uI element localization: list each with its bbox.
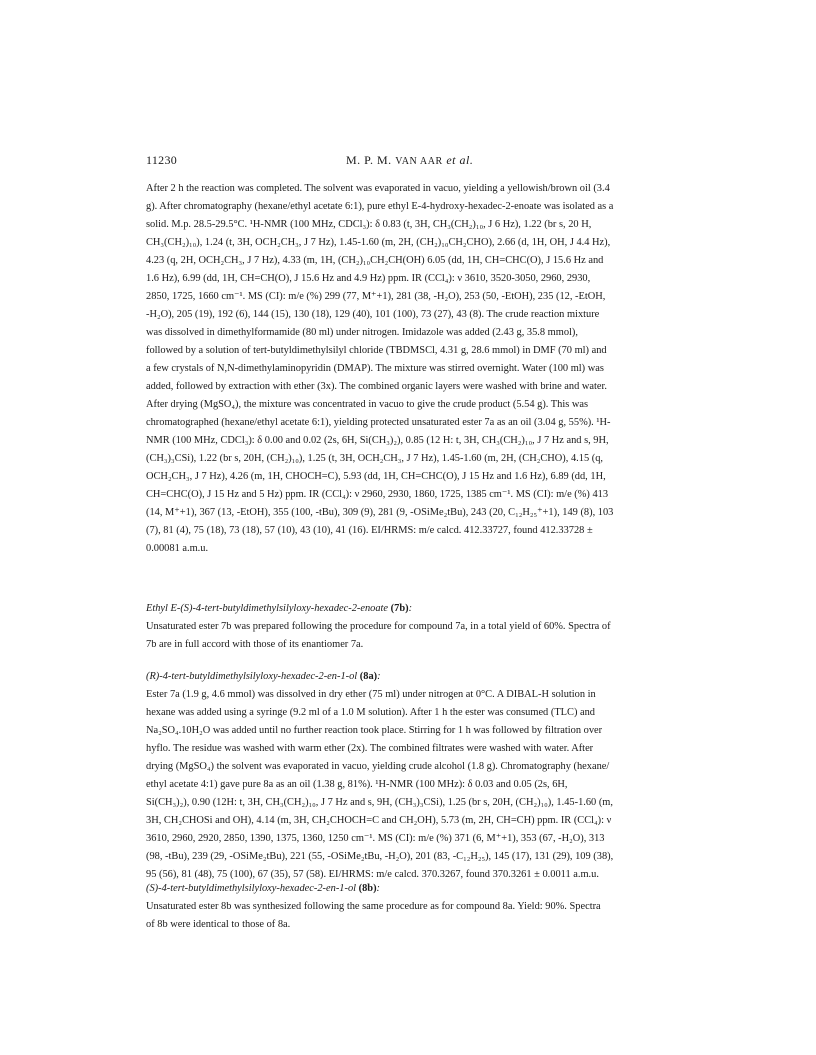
author-suffix: et al. [446, 153, 474, 167]
text-line: Ester 7a (1.9 g, 4.6 mmol) was dissolved in dry ether (75 ml) under nitrogen at 0°C. A DIBAL-H solution in [146, 689, 596, 700]
text-line: a few crystals of N,N-dimethylaminopyridin (DMAP). The mixture was stirred overnight. Water (100 ml) was [146, 363, 604, 374]
text-line: 0.00081 a.m.u. [146, 543, 209, 554]
text-line: CH=CHC(O), J 15 Hz and 5 Hz) ppm. IR (CCl₄): ν 2960, 2930, 1860, 1725, 1385 cm⁻¹. MS (CI): m/e (%) 413 [146, 489, 609, 500]
compound-label: (7b) [390, 603, 409, 614]
text-line: drying (MgSO₄) the solvent was evaporated in vacuo, yielding crude alcohol (1.8 g). Chromatography (hexane/ [146, 761, 610, 772]
heading-colon: : [376, 883, 381, 894]
compound-name: (R)-4-tert-butyldimethylsilyloxy-hexadec-2-en-1-ol [146, 671, 358, 682]
compound-heading [146, 668, 676, 686]
author-prefix: M. P. M. [346, 153, 392, 167]
compound-heading [146, 600, 676, 618]
text-line: After 2 h the reaction was completed. The solvent was evaporated in vacuo, yielding a yellowish/brown oil (3.4 [146, 183, 610, 194]
running-head-authors [346, 153, 473, 168]
text-line: 95 (56), 81 (48), 75 (100), 67 (35), 57 (58). EI/HRMS: m/e calcd. 370.3267, found 370.3261 ± 0.0011 a.m.u. [146, 869, 599, 880]
compound-label: (8a) [359, 671, 378, 682]
text-line: CH₃(CH₂)₁₀), 1.24 (t, 3H, OCH₂CH₃, J 7 Hz), 1.45-1.60 (m, 2H, (CH₂)₁₀CH₂CHO), 2.66 (d, 1H, OH, J 4.4 Hz), [146, 237, 611, 248]
text-line: 3610, 2960, 2920, 2850, 1390, 1375, 1360, 1250 cm⁻¹. MS (CI): m/e (%) 371 (6, M⁺+1), 353 (67, -H₂O), 313 [146, 833, 605, 844]
paragraph-block [146, 668, 676, 884]
text-line: After drying (MgSO₄), the mixture was concentrated in vacuo to give the crude product (5.54 g). This was [146, 399, 589, 410]
text-line: solid. M.p. 28.5-29.5°C. ¹H-NMR (100 MHz, CDCl₃): δ 0.83 (t, 3H, CH₃(CH₂)₁₀, J 6 Hz), 1.22 (br s, 20 H, [146, 219, 592, 230]
text-line: ethyl acetate 4:1) gave pure 8a as an oil (1.38 g, 81%). ¹H-NMR (100 MHz): δ 0.03 and 0.05 (2s, 6H, [146, 779, 568, 790]
compound-name: (S)-4-tert-butyldimethylsilyloxy-hexadec-2-en-1-ol [146, 883, 357, 894]
text-line: 1.6 Hz), 6.99 (dd, 1H, CH=CH(O), J 15.6 Hz and 4.9 Hz) ppm. IR (CCl₄): ν 3610, 3520-3050, 2960, 2930, [146, 273, 591, 284]
text-line: hyflo. The residue was washed with warm ether (2x). The combined filtrates were washed with water. After [146, 743, 594, 754]
text-line: 7b are in full accord with those of its enantiomer 7a. [146, 639, 364, 650]
compound-label: (8b) [358, 883, 377, 894]
text-line: (14, M⁺+1), 367 (13, -EtOH), 355 (100, -tBu), 309 (9), 281 (9, -OSiMe₂tBu), 243 (20, C₁₂H₂₅⁺+1), 149 (8), 103 [146, 507, 614, 518]
heading-colon: : [377, 671, 381, 682]
text-line: 3H, CH₂CHOSi and OH), 4.14 (m, 3H, CH₂CHOCH=C and CH₂OH), 5.73 (m, 2H, CH=CH) ppm. IR (CCl₄): ν [146, 815, 612, 826]
text-line: -H₂O), 205 (19), 192 (6), 144 (15), 130 (18), 129 (40), 101 (100), 73 (27), 43 (8). The crude reaction mixture [146, 309, 600, 320]
text-line: Si(CH₃)₂), 0.90 (12H: t, 3H, CH₃(CH₂)₁₀, J 7 Hz and s, 9H, (CH₃)₃CSi), 1.25 (br s, 20H, (CH₂)₁₀), 1.45-1.60 (m, [146, 797, 613, 808]
heading-colon: : [408, 603, 413, 614]
text-line: hexane was added using a syringe (9.2 ml of a 1.0 M solution). After 1 h the ester was consumed (TLC) and [146, 707, 595, 718]
page-number: 11230 [146, 153, 178, 167]
paragraph-block [146, 180, 676, 558]
text-line: followed by a solution of tert-butyldimethylsilyl chloride (TBDMSCl, 4.31 g, 28.6 mmol) in DMF (70 ml) and [146, 345, 607, 356]
text-line: was dissolved in dimethylformamide (80 ml) under nitrogen. Imidazole was added (2.43 g, 35.8 mmol), [146, 327, 578, 338]
text-line: Unsaturated ester 7b was prepared following the procedure for compound 7a, in a total yield of 60%. Spectra of [146, 621, 611, 632]
text-line: Na₂SO₄.10H₂O was added until no further reaction took place. Stirring for 1 h was followed by filtration over [146, 725, 603, 736]
text-line: g). After chromatography (hexane/ethyl acetate 6:1), pure ethyl E-4-hydroxy-hexadec-2-enoate was isolated as a [146, 201, 614, 212]
text-line: 2850, 1725, 1660 cm⁻¹. MS (CI): m/e (%) 299 (77, M⁺+1), 281 (38, -H₂O), 253 (50, -EtOH), 235 (12, -EtOH, [146, 291, 606, 302]
text-line: (98, -tBu), 239 (29, -OSiMe₂tBu), 221 (55, -OSiMe₂tBu, -H₂O), 201 (83, -C₁₂H₂₅), 145 (17), 131 (29), 109 (38), [146, 851, 614, 862]
text-line: (7), 81 (4), 75 (18), 73 (18), 57 (10), 43 (10), 41 (16). EI/HRMS: m/e calcd. 412.33727, found 412.33728 ± [146, 525, 593, 536]
running-header [146, 153, 666, 169]
compound-heading [146, 880, 676, 898]
text-line: added, followed by extraction with ether (3x). The combined organic layers were washed with brine and water. [146, 381, 607, 392]
text-line: OCH₂CH₃, J 7 Hz), 4.26 (m, 1H, CHOCH=C), 5.93 (dd, 1H, CH=CHC(O), J 15 Hz and 1.6 Hz), 6.89 (dd, 1H, [146, 471, 606, 482]
text-line: of 8b were identical to those of 8a. [146, 919, 291, 930]
text-line: NMR (100 MHz, CDCl₃): δ 0.00 and 0.02 (2s, 6H, Si(CH₃)₂), 0.85 (12 H: t, 3H, CH₃(CH₂)₁₀, J 7 Hz and s, 9H, [146, 435, 609, 446]
text-line: Unsaturated ester 8b was synthesized following the same procedure as for compound 8a. Yield: 90%. Spectra [146, 901, 601, 912]
paragraph-block [146, 600, 676, 654]
author-particle: VAN AAR [395, 156, 443, 167]
text-line: chromatographed (hexane/ethyl acetate 6:1), yielding protected unsaturated ester 7a as an oil (3.04 g, 55%). ¹H- [146, 417, 611, 428]
paragraph-block [146, 880, 676, 934]
compound-name: Ethyl E-(S)-4-tert-butyldimethylsilyloxy-hexadec-2-enoate [146, 603, 389, 614]
text-line: (CH₃)₃CSi), 1.22 (br s, 20H, (CH₂)₁₀), 1.25 (t, 3H, OCH₂CH₃, J 7 Hz), 1.45-1.60 (m, 2H, (CH₂CHO), 4.15 (q, [146, 453, 603, 464]
text-line: 4.23 (q, 2H, OCH₂CH₃, J 7 Hz), 4.33 (m, 1H, (CH₂)₁₀CH₂CH(OH) 6.05 (dd, 1H, CH=CHC(O), J 15.6 Hz and [146, 255, 604, 266]
